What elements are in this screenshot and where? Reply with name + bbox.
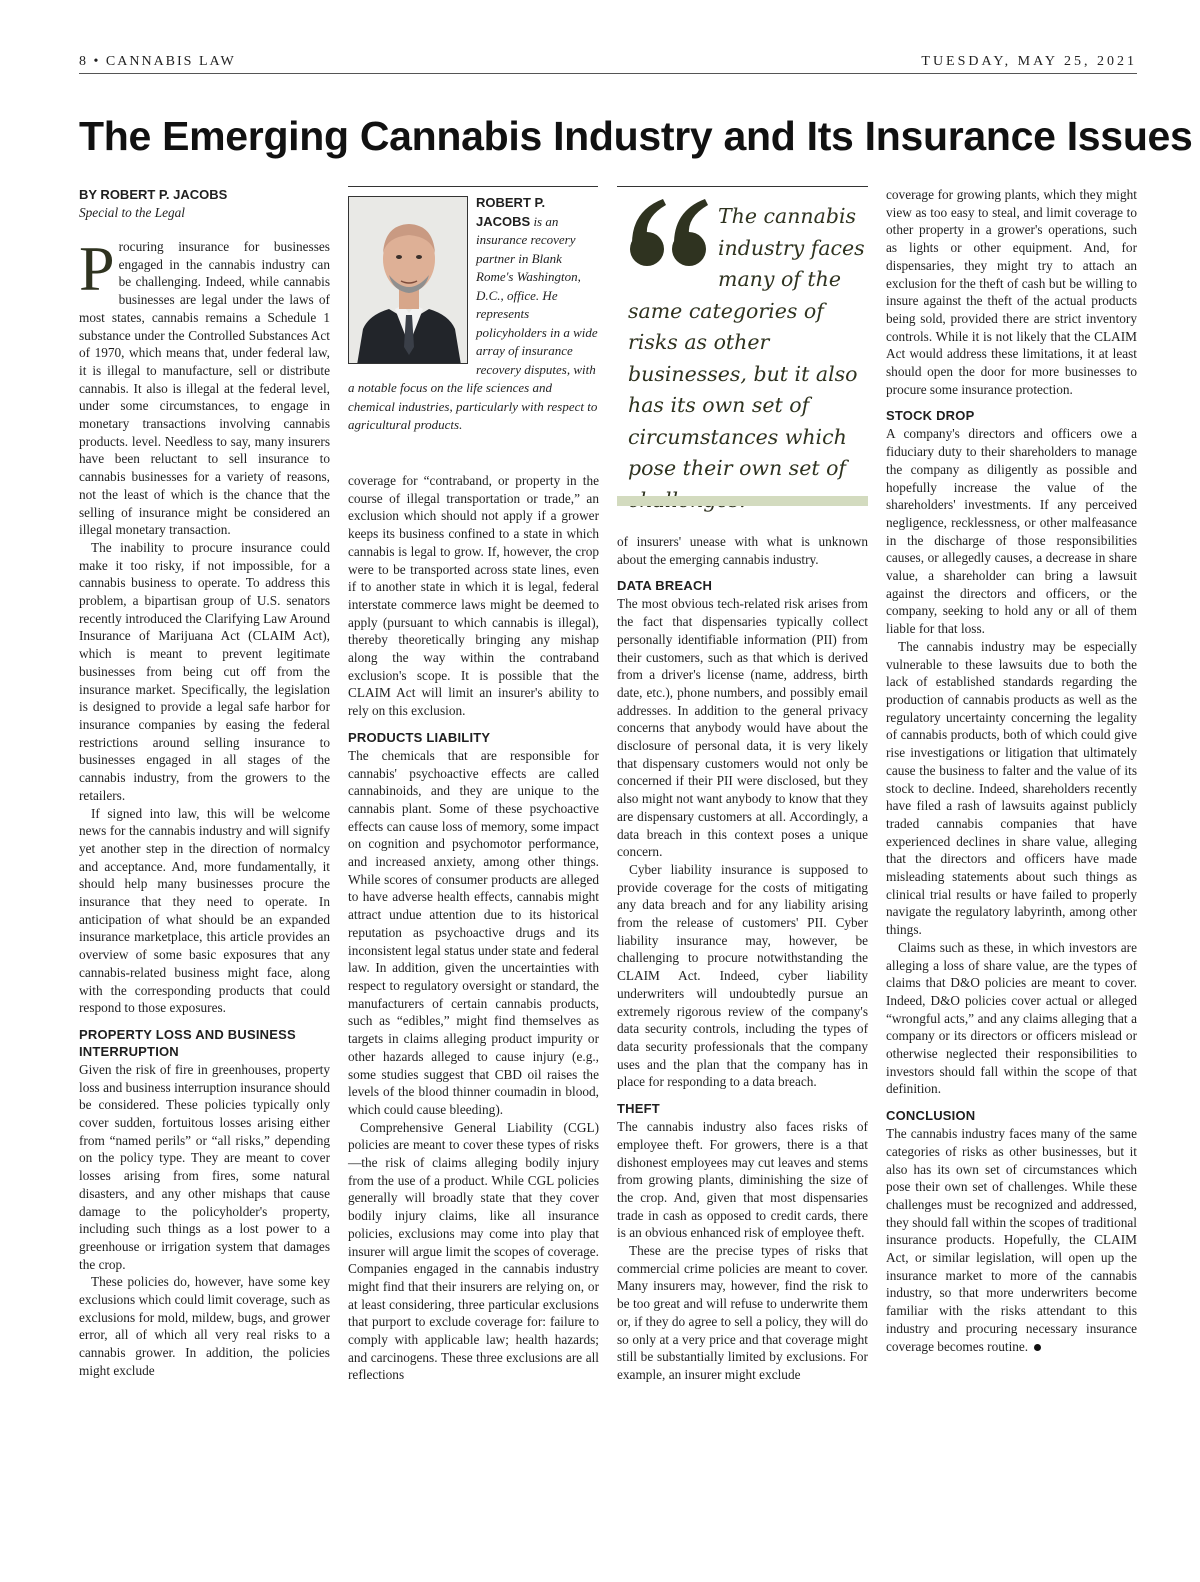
byline-author: BY ROBERT P. JACOBS <box>79 187 228 202</box>
paragraph: Given the risk of fire in greenhouses, property loss and business interruption insurance should be considered. These policies typically only cover sudden, fortuitous losses arising either from “named perils” or “all risks,” depending on the policy type. They are meant to cover losses arising from fires, some natural disasters, and any other mishaps that cause damage to the policyholder's property, including such things as a lost power to a greenhouse or irrigation system that damages the crop. <box>79 1061 330 1272</box>
masthead-section: 8 • CANNABIS LAW <box>79 54 236 69</box>
paragraph: The most obvious tech-related risk arises from the fact that dispensaries typically collect personally identifiable information (PII) from their customers, such as that which is derived from a driver's license (name, address, birth date, etc.), phone numbers, and possibly email addresses. In addition to the general privacy concerns that anybody would have about the disclosure of personal data, it is very likely that dispensary customers would not only be concerned if their PII were disclosed, but they also might not want anybody to know that they are dispensary customers at all. Accordingly, a data breach in this context poses a unique concern. <box>617 596 868 860</box>
paragraph: These policies do, however, have some key exclusions which could limit coverage, such as exclusions for mold, mildew, bugs, and grower error, all of which all very real risks to a cannabis grower. In addition, the policies might exclude <box>79 1274 330 1378</box>
bio-text: is an insurance recovery partner in Blank Rome's Washington, D.C., office. He represents policyholders in a wide array of insurance recovery disputes, with a notable focus on the life sciences and chemical industries, particularly with respect to agricultural products. <box>348 213 598 432</box>
section-heading: THEFT <box>617 1101 660 1117</box>
paragraph: The cannabis industry may be especially vulnerable to these lawsuits due to both the lack of established standards regarding the production of cannabis products as well as the regulatory uncertainty concerning the legality of cannabis products, both of which could give rise investigations or litigation that ultimately cause the business to falter and the value of its stock to decline. Indeed, shareholders recently have filed a rash of lawsuits against publicly traded cannabis companies that have experienced declines in share value, alleging that the directors and officers have made misleading statements about such things as clinical trial results or have failed to properly navigate the regulatory labyrinth, among other things. <box>886 638 1137 938</box>
section-heading: DATA BREACH <box>617 578 713 594</box>
article-column-2 <box>348 472 599 1384</box>
author-portrait-icon <box>349 197 468 364</box>
masthead <box>79 52 1137 74</box>
paragraph: These are the precise types of risks that commercial crime policies are meant to cover. Many insurers may, however, find the risk to be too great and will refuse to underwrite them or, if they do agree to sell a policy, they will do so only at a very price and that coverage might still be substantially limited by exclusions. For example, an insurer might exclude <box>617 1243 868 1382</box>
paragraph: coverage for growing plants, which they might view as too easy to steal, and limit coverage to other property in a grower's operations, such as lights or other equipment. And, for dispensaries, they might try to attach an exclusion for the theft of cash but be willing to insure against the theft of the actual products being sold, provided there are strict inventory controls. While it is not likely that the CLAIM Act would address these limitations, it at least should open the door for more businesses to procure some insurance protection. <box>886 187 1137 397</box>
paragraph <box>886 1125 1137 1355</box>
article-column-4 <box>886 186 1137 1355</box>
pull-quote <box>617 186 868 506</box>
article-column-3 <box>617 533 868 1384</box>
paragraph-text: The cannabis industry faces many of the same categories of risks as other businesses, but it also has its own set of circumstances which pose their own set of challenges. While these challenges must be recognized and addressed, they should fall within the scopes of traditional insurance products. Hopefully, the CLAIM Act, or similar legislation, will open up the insurance market to more of the cannabis industry, so that more underwriters become familiar with the risks attendant to this industry and procuring necessary insurance coverage becomes routine. <box>886 1126 1137 1354</box>
bio-author-name: ROBERT P. JACOBS <box>476 195 546 229</box>
author-bio <box>348 186 598 435</box>
paragraph: The cannabis industry also faces risks of employee theft. For growers, there is a that dishonest employees may cut leaves and stems from growing plants, diminishing the size of the crop. And, given that most dispensaries trade in cash as opposed to credit cards, there is an obvious enhanced risk of employee theft. <box>617 1119 868 1241</box>
paragraph: Comprehensive General Liability (CGL) policies are meant to cover these types of risks—the risk of claims alleging bodily injury from the use of a product. While CGL policies generally will broadly state that they cover bodily injury claims, like all insurance policies, exclusions may come into play that insurer will argue limit the scopes of coverage. Companies engaged in the cannabis industry might find that their insurers are relying on, or at least considering, three particular exclusions that purport to exclude coverage for: failure to comply with applicable law; health hazards; and carcinogens. These three exclusions are all reflections <box>348 1119 599 1383</box>
paragraph: A company's directors and officers owe a fiduciary duty to their shareholders to manage the company as diligently as possible and hopefully increase the value of the shareholders' investments. If any perceived negligence, recklessness, or other malfeasance in the discharge of those responsibilities causes, or allegedly causes, a decrease in share value, a shareholder can bring a lawsuit against the directors and officers, or the company, seeking to hold any or all of them liable for that loss. <box>886 426 1137 637</box>
section-heading: PRODUCTS LIABILITY <box>348 729 491 745</box>
section-heading: PROPERTY LOSS AND BUSINESS INTERRUPTION <box>79 1026 296 1059</box>
paragraph: If signed into law, this will be welcome news for the cannabis industry and will signify yet another step in the direction of normalcy and acceptance. And, more fundamentally, it should help many businesses procure the insurance that they need to operate. In anticipation of what should be an expanded insurance marketplace, this article provides an overview of some basic exposures that any cannabis-related business might face, along with the corresponding products that could respond to those exposures. <box>79 805 330 1016</box>
drop-cap: P <box>79 233 115 304</box>
section-heading: STOCK DROP <box>886 408 975 424</box>
article-headline: The Emerging Cannabis Industry and Its Insurance Issues <box>79 113 1193 159</box>
pull-quote-body: The cannabis industry faces many of the same categories of risks as other businesses, but it also has its own set of circumstances which pose their own set of <box>628 204 865 480</box>
masthead-date: TUESDAY, MAY 25, 2021 <box>921 54 1137 69</box>
end-mark-icon <box>1034 1344 1041 1351</box>
paragraph: The chemicals that are responsible for cannabis' psychoactive effects are called cannabinoids, and they are unique to the cannabis plant. Some of these psychoactive effects can cause loss of memory, some impact on cognition and psychomotor performance, and increased anxiety, among other things. While scores of consumer products are alleged to have adverse health effects, cannabis might attract undue attention due to its historical reputation as psychoactive drugs and its inconsistent legal status under state and federal law. In addition, given the uncertainties with respect to regulatory oversight or standard, the manufacturers of certain cannabis products, such as “edibles,” might find themselves as targets in claims alleging product impurity or other hazards alleged to cause injury (e.g., some studies suggest that CBD oil raises the levels of the blood thinner coumadin in blood, which could cause bleeding). <box>348 747 599 1117</box>
paragraph: Cyber liability insurance is supposed to provide coverage for the costs of mitigating any data breach and for any liability arising from the release of customers' PII. Cyber liability insurance may, however, be challenging to procure notwithstanding the CLAIM Act. Indeed, cyber liability underwriters will undoubtedly pursue an extremely rigorous review of the company's data security controls, including the types of data security professionals that the company uses and the plan that the company has in place for responding to a data breach. <box>617 861 868 1090</box>
byline-subtitle: Special to the Legal <box>79 205 185 220</box>
paragraph <box>79 233 330 539</box>
paragraph: of insurers' unease with what is unknown about the emerging cannabis industry. <box>617 534 868 567</box>
paragraph: Claims such as these, in which investors are alleging a loss of share value, are the types of claims that D&O policies are meant to cover. Indeed, D&O policies cover actual or alleged “wrongful acts,” and any claims alleging that a company or its directors or officers mislead or otherwise neglected their responsibilities to investors should fall within the scope of that definition. <box>886 939 1137 1097</box>
section-heading: CONCLUSION <box>886 1108 976 1124</box>
pull-quote-text <box>628 201 868 516</box>
paragraph: coverage for “contraband, or property in the course of illegal transportation or trade,” an exclusion which should not apply if a grower keeps its business confined to a state in which cannabis is legal to grow. If, however, the crop were to be transported across state lines, even if to another state in which it is legal, federal interstate commerce laws might be deemed to apply (pursuant to which cannabis is illegal), thereby theoretically bringing any mishap along the way within the contraband exclusion's scope. It is possible that the CLAIM Act will limit an insurer's ability to rely on this exclusion. <box>348 473 599 719</box>
paragraph-text: rocuring insurance for businesses engaged in the cannabis industry can be challenging. Indeed, while cannabis businesses are legal under the laws of most states, cannabis remains a Schedule 1 substance under the Controlled Substances Act of 1970, which means that, under federal law, it is illegal to manufacture, sell or distribute cannabis. It also is illegal at the federal level, under some circumstances, to engage in monetary transactions involving cannabis products. level. Needless to say, many insurers have been reluctant to sell insurance to cannabis businesses for a variety of reasons, not the least of which is the chance that the selling of insurance might be considered an illegal monetary transaction. <box>79 239 330 538</box>
article-column-1 <box>79 186 330 1380</box>
author-photo <box>348 196 468 364</box>
pull-quote-bar <box>617 496 868 506</box>
paragraph: The inability to procure insurance could make it too risky, if not impossible, for a cannabis business to operate. To address this problem, a bipartisan group of U.S. senators recently introduced the Clarifying Law Around Insurance of Marijuana Act (CLAIM Act), which is meant to prevent legitimate businesses from being cut off from the insurance market. Specifically, the legislation is designed to provide a legal safe harbor for insurance companies by easing the federal restrictions around selling insurance to businesses engaged in all stages of the cannabis industry, from the growers to the retailers. <box>79 539 330 803</box>
